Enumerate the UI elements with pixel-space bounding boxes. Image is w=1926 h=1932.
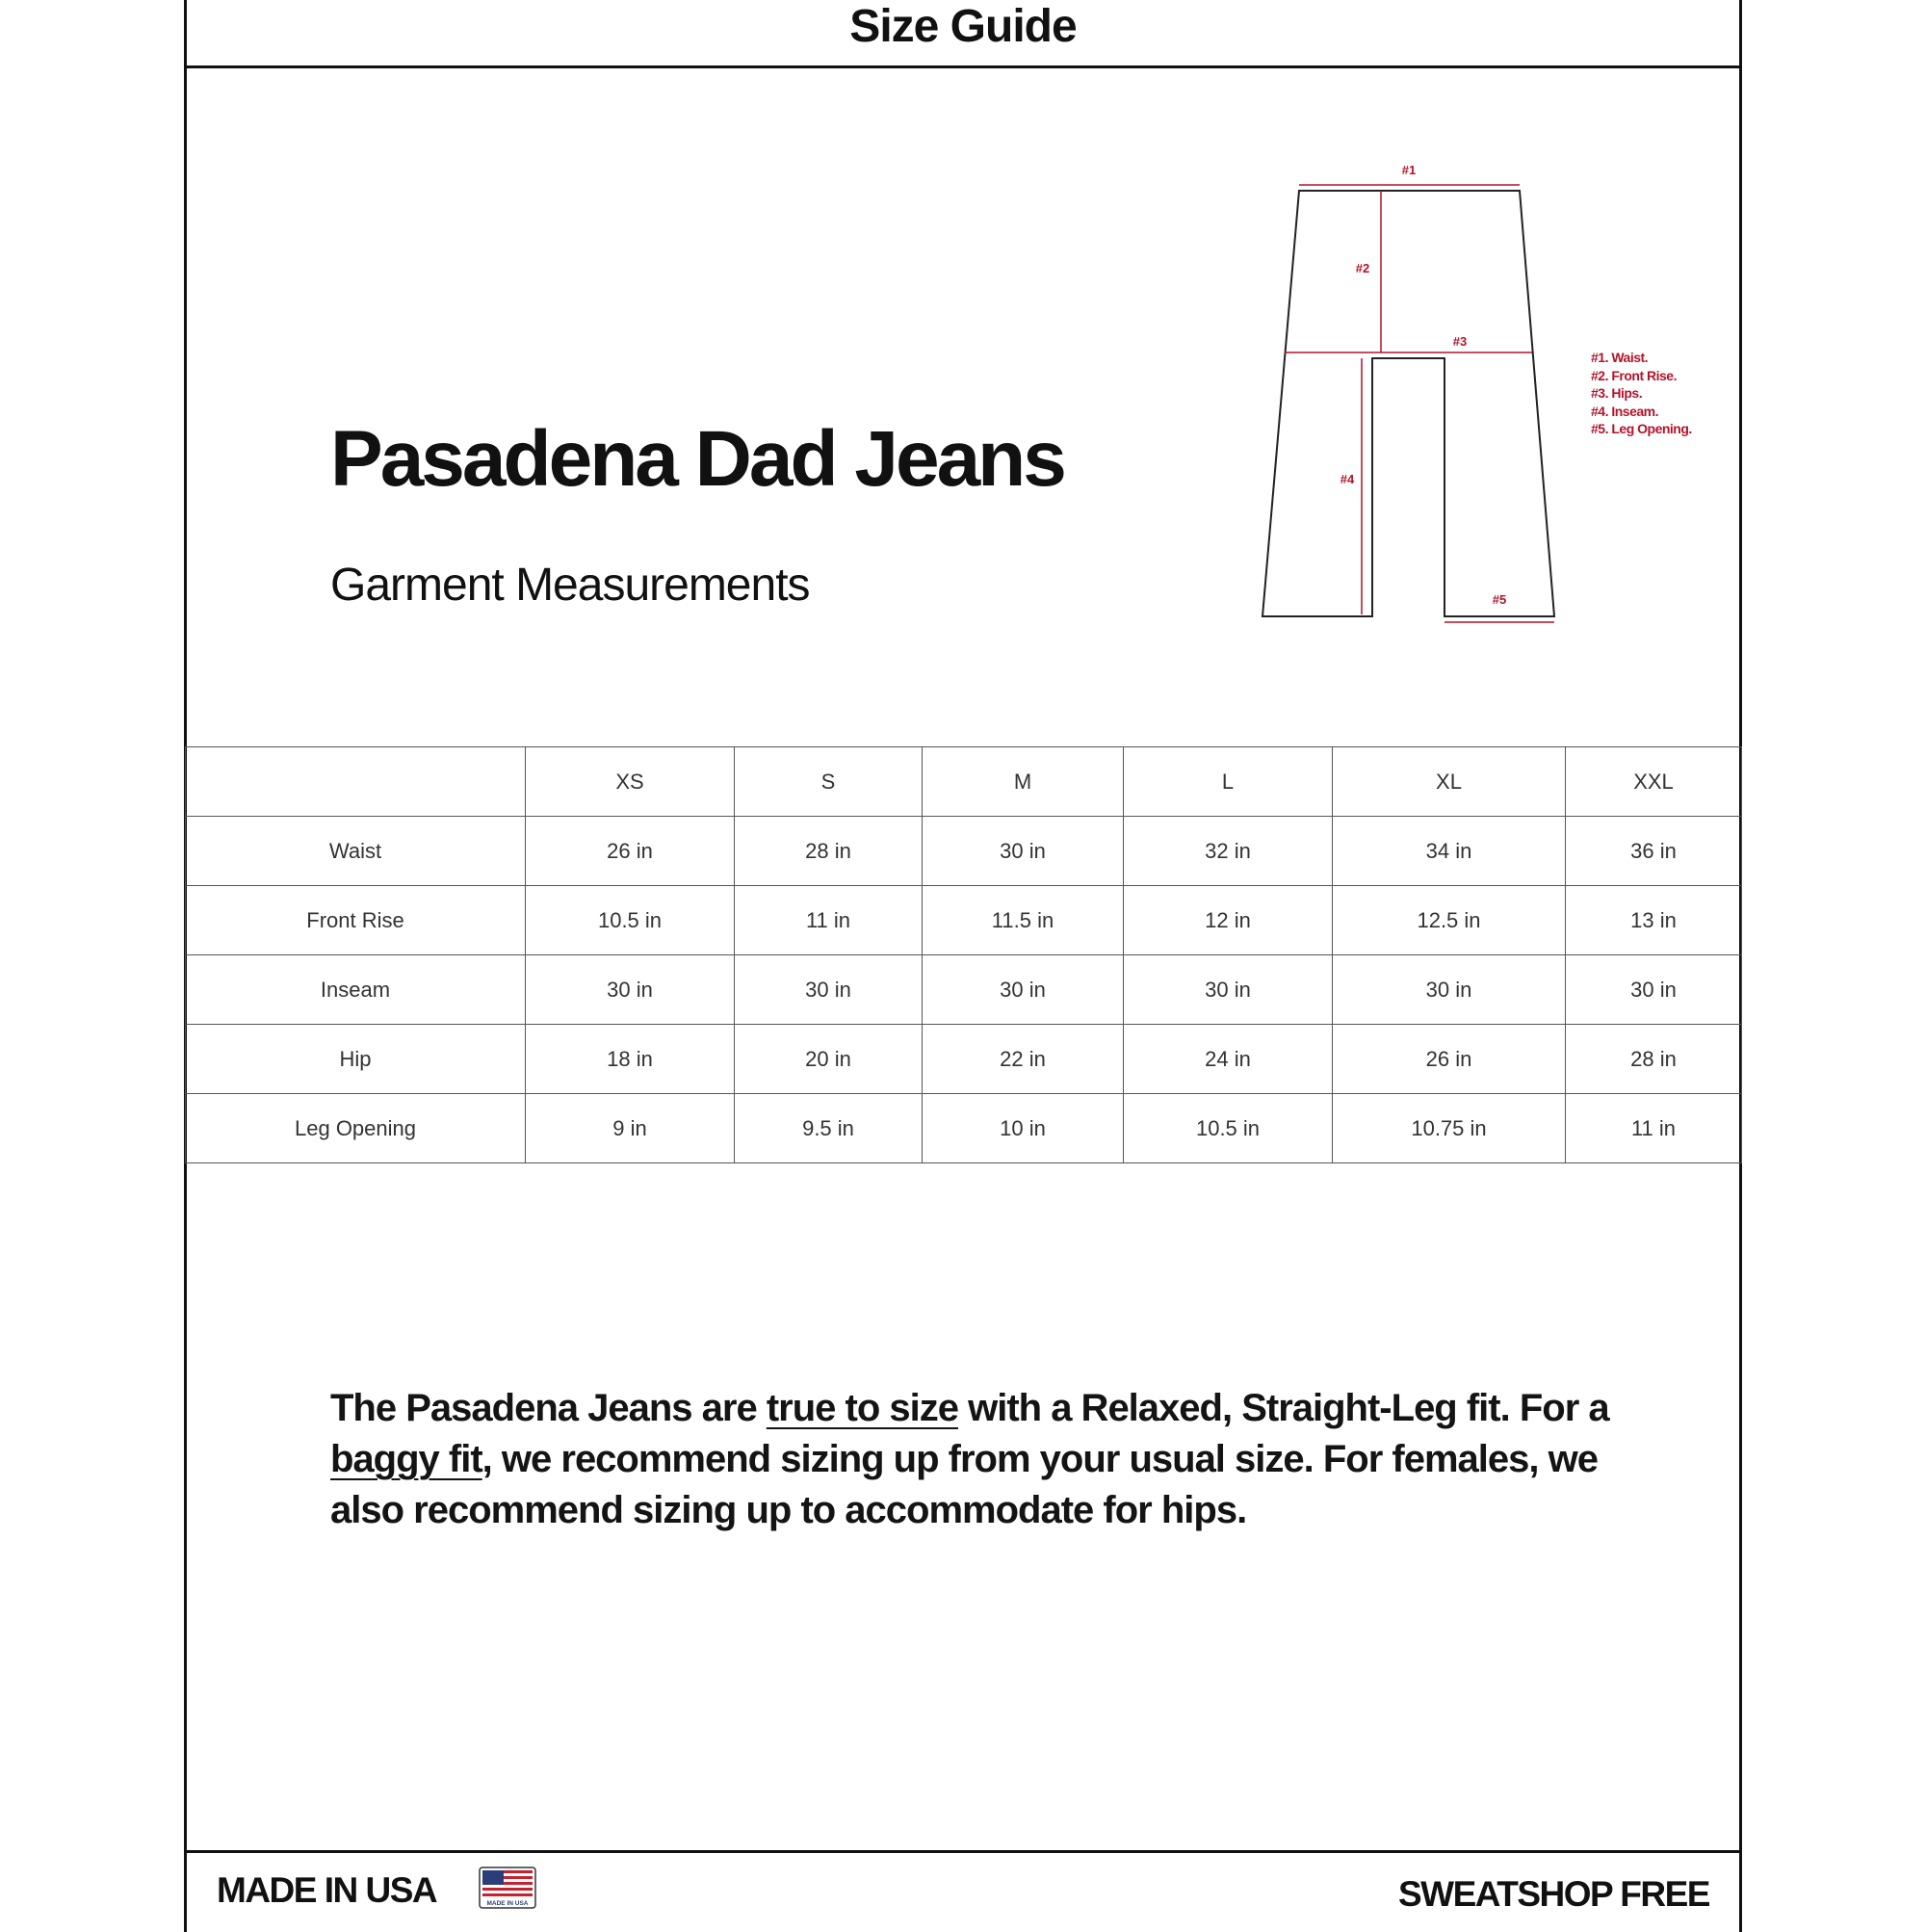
true-to-size-link[interactable]: true to size — [766, 1387, 958, 1429]
flag-caption: MADE IN USA — [486, 1900, 529, 1907]
fit-note — [330, 1383, 1621, 1536]
size-header-xs: XS — [526, 747, 735, 817]
table-cell: 34 in — [1333, 817, 1566, 886]
note-text: The Pasadena Jeans are — [330, 1387, 767, 1429]
page-title: Size Guide — [849, 1, 1077, 52]
size-header-l: L — [1124, 747, 1333, 817]
sweatshop-free-label: SWEATSHOP FREE — [1397, 1874, 1709, 1914]
table-row — [186, 817, 1742, 886]
note-text: , we recommend sizing up from your usual size. For females, we also recommend sizing up to accommodate for hips. — [330, 1438, 1598, 1531]
row-label: Leg Opening — [186, 1094, 526, 1163]
size-header-xxl: XXL — [1566, 747, 1742, 817]
table-cell: 20 in — [735, 1025, 923, 1094]
table-cell: 28 in — [1566, 1025, 1742, 1094]
row-label: Hip — [186, 1025, 526, 1094]
table-cell: 11 in — [735, 886, 923, 955]
table-row — [186, 1025, 1742, 1094]
table-cell: 30 in — [923, 817, 1124, 886]
table-cell: 18 in — [526, 1025, 735, 1094]
header — [184, 0, 1742, 68]
table-cell: 30 in — [526, 955, 735, 1025]
table-row — [186, 1094, 1742, 1163]
table-cell: 36 in — [1566, 817, 1742, 886]
size-table — [185, 746, 1742, 1163]
table-cell: 11.5 in — [923, 886, 1124, 955]
table-cell: 10 in — [923, 1094, 1124, 1163]
label-3: #3 — [1452, 334, 1468, 349]
legend-item: #1. Waist. — [1591, 350, 1649, 365]
table-cell: 30 in — [1333, 955, 1566, 1025]
table-cell: 12 in — [1124, 886, 1333, 955]
label-4: #4 — [1340, 472, 1355, 486]
table-corner-cell — [186, 747, 526, 817]
label-5: #5 — [1492, 592, 1507, 607]
table-cell: 9 in — [526, 1094, 735, 1163]
table-header-row — [186, 747, 1742, 817]
legend-item: #5. Leg Opening. — [1591, 421, 1692, 436]
usa-flag-icon — [479, 1867, 536, 1909]
baggy-fit-link[interactable]: baggy fit — [330, 1438, 482, 1480]
table-cell: 32 in — [1124, 817, 1333, 886]
table-cell: 22 in — [923, 1025, 1124, 1094]
product-subtitle: Garment Measurements — [330, 560, 810, 611]
table-cell: 13 in — [1566, 886, 1742, 955]
table-cell: 9.5 in — [735, 1094, 923, 1163]
size-header-xl: XL — [1333, 747, 1566, 817]
footer — [184, 1850, 1742, 1926]
table-cell: 30 in — [735, 955, 923, 1025]
table-cell: 24 in — [1124, 1025, 1333, 1094]
label-1: #1 — [1401, 163, 1417, 177]
row-label: Inseam — [186, 955, 526, 1025]
measurement-legend — [1591, 349, 1692, 438]
table-cell: 12.5 in — [1333, 886, 1566, 955]
table-cell: 30 in — [923, 955, 1124, 1025]
table-cell: 26 in — [526, 817, 735, 886]
table-row — [186, 886, 1742, 955]
table-cell: 11 in — [1566, 1094, 1742, 1163]
size-header-s: S — [735, 747, 923, 817]
legend-item: #2. Front Rise. — [1591, 367, 1677, 383]
note-text: with a Relaxed, Straight-Leg fit. For a — [957, 1387, 1609, 1429]
row-label: Front Rise — [186, 886, 526, 955]
table-cell: 10.75 in — [1333, 1094, 1566, 1163]
table-cell: 30 in — [1566, 955, 1742, 1025]
made-in-usa-label: MADE IN USA — [217, 1870, 437, 1910]
legend-item: #3. Hips. — [1591, 385, 1643, 401]
table-cell: 28 in — [735, 817, 923, 886]
row-label: Waist — [186, 817, 526, 886]
size-header-m: M — [923, 747, 1124, 817]
table-cell: 26 in — [1333, 1025, 1566, 1094]
legend-item: #4. Inseam. — [1591, 403, 1658, 419]
table-cell: 30 in — [1124, 955, 1333, 1025]
table-row — [186, 955, 1742, 1025]
label-2: #2 — [1355, 261, 1370, 275]
product-title: Pasadena Dad Jeans — [330, 415, 1064, 503]
table-cell: 10.5 in — [526, 886, 735, 955]
jeans-outline — [1262, 191, 1554, 616]
table-cell: 10.5 in — [1124, 1094, 1333, 1163]
